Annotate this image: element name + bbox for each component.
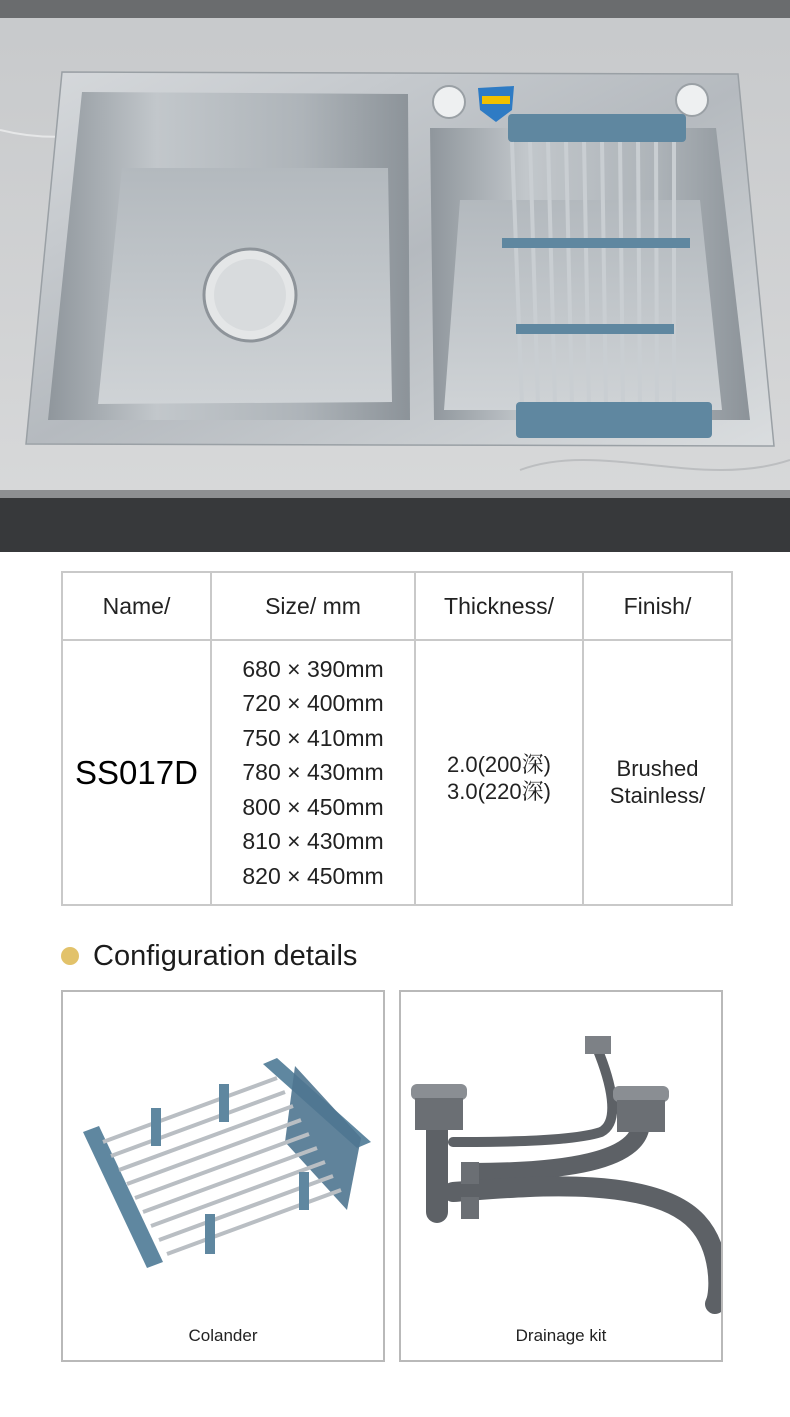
header-thickness: Thickness/ (415, 572, 583, 640)
spec-table (61, 571, 733, 906)
model-name: SS017D (62, 640, 211, 905)
section-title: Configuration details (93, 939, 358, 972)
size-list (212, 652, 414, 894)
bullet-dot-icon (61, 947, 79, 965)
thickness-cell (415, 640, 583, 905)
table-row (62, 640, 732, 905)
header-size: Size/ mm (211, 572, 415, 640)
finish-line: Stainless/ (609, 782, 706, 808)
size-item: 750 × 410mm (242, 724, 384, 751)
table-header-row (62, 572, 732, 640)
configuration-heading (61, 934, 357, 978)
colander-image (63, 992, 383, 1322)
size-item: 800 × 450mm (242, 793, 384, 820)
size-item: 820 × 450mm (242, 862, 384, 889)
size-item: 680 × 390mm (242, 655, 384, 682)
thickness-value: 3.0(220深) (447, 778, 551, 804)
finish-cell (583, 640, 732, 905)
caption-drainage-kit: Drainage kit (515, 1326, 607, 1345)
finish-line: Brushed (616, 755, 699, 781)
header-finish: Finish/ (583, 572, 732, 640)
size-item: 720 × 400mm (242, 690, 384, 717)
colander-card (61, 990, 385, 1362)
drainage-kit-image (401, 992, 721, 1322)
header-name: Name/ (62, 572, 211, 640)
size-item: 780 × 430mm (242, 759, 384, 786)
caption-colander: Colander (188, 1326, 258, 1345)
size-cell (211, 640, 415, 905)
product-photo-sink (0, 0, 790, 552)
drainage-kit-card (399, 990, 723, 1362)
size-item: 810 × 430mm (242, 828, 384, 855)
thickness-value: 2.0(200深) (447, 751, 551, 777)
sink-illustration (0, 0, 790, 552)
